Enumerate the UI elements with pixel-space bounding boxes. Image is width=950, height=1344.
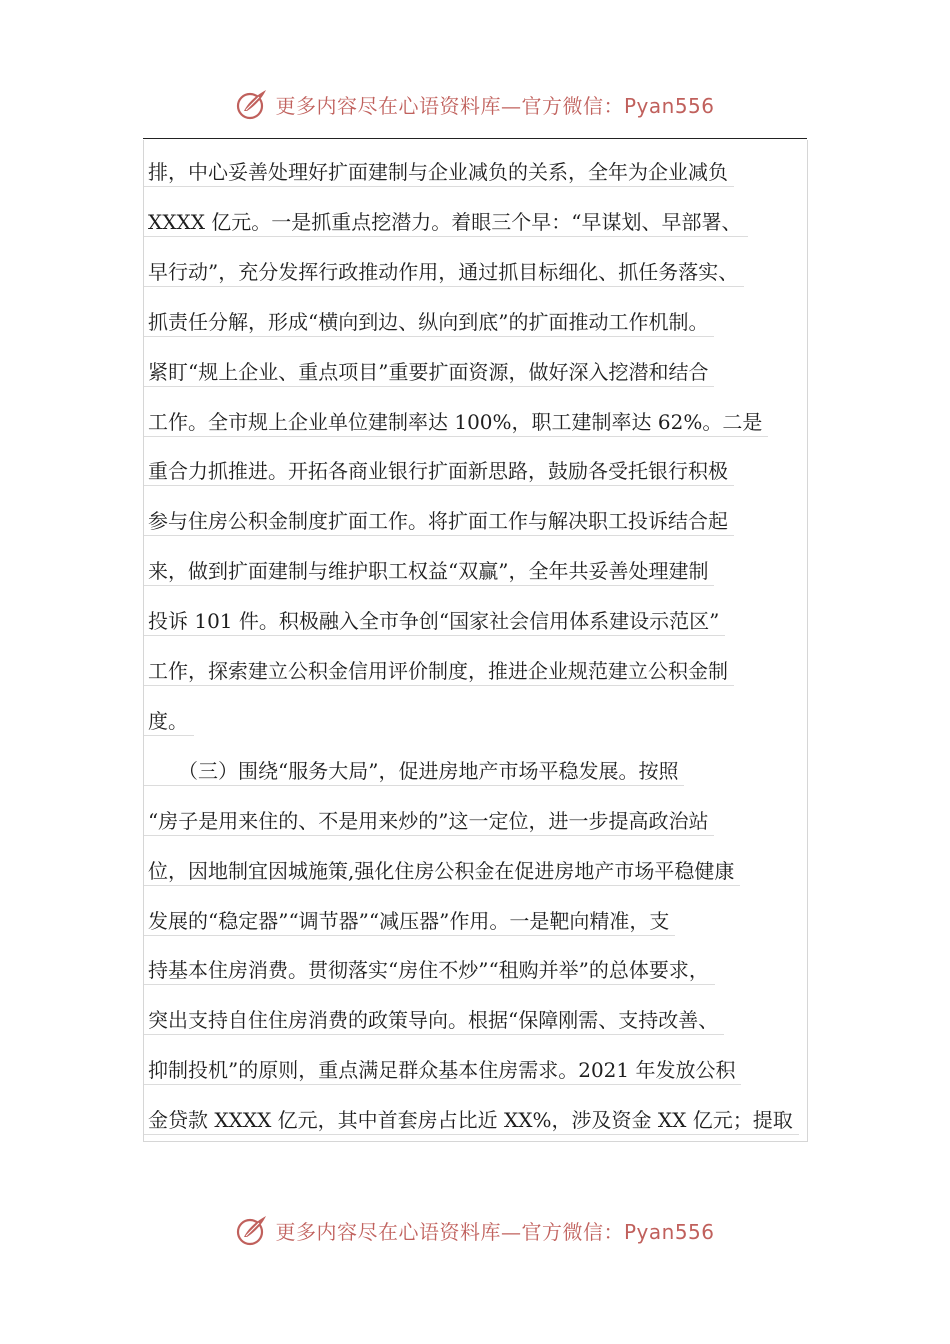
header-rule: [143, 138, 807, 139]
header-banner-handle: Pyan556: [623, 93, 715, 118]
text-line: 抓责任分解，形成“横向到边、纵向到底”的扩面推动工作机制。: [144, 308, 714, 337]
text-line: 工作，探索建立公积金信用评价制度，推进企业规范建立公积金制: [144, 657, 734, 686]
text-line: “房子是用来住的、不是用来炒的”这一定位，进一步提高政治站: [144, 807, 714, 836]
text-line: XXXX 亿元。一是抓重点挖潜力。着眼三个早：“早谋划、早部署、: [144, 208, 748, 237]
footer-banner-handle: Pyan556: [623, 1219, 715, 1244]
text-line: 持基本住房消费。贯彻落实“房住不炒”“租购并举”的总体要求，: [144, 956, 715, 985]
text-line: 发展的“稳定器”“调节器”“减压器”作用。一是靶向精准，支: [144, 907, 675, 936]
text-line: 排，中心妥善处理好扩面建制与企业减负的关系，全年为企业减负: [144, 158, 734, 187]
text-line: 来，做到扩面建制与维护职工权益“双赢”，全年共妥善处理建制: [144, 557, 714, 586]
footer-banner: [0, 1210, 950, 1250]
quill-pen-circle-icon: [235, 1213, 269, 1247]
footer-banner-text: [275, 1216, 714, 1245]
text-line: 投诉 101 件。积极融入全市争创“国家社会信用体系建设示范区”: [144, 607, 725, 636]
quill-pen-circle-icon: [235, 87, 269, 121]
text-line: 突出支持自住住房消费的政策导向。根据“保障刚需、支持改善、: [144, 1006, 724, 1035]
text-line: 早行动”，充分发挥行政推动作用，通过抓目标细化、抓任务落实、: [144, 258, 744, 287]
header-banner-prefix: 更多内容尽在心语资料库—官方微信：: [275, 93, 624, 118]
text-line: 抑制投机”的原则，重点满足群众基本住房需求。2021 年发放公积: [144, 1056, 741, 1085]
text-line: 度。: [144, 707, 194, 736]
header-banner-text: [275, 90, 714, 119]
text-line: 参与住房公积金制度扩面工作。将扩面工作与解决职工投诉结合起: [144, 507, 734, 536]
text-line: 工作。全市规上企业单位建制率达 100%，职工建制率达 62%。二是: [144, 408, 768, 437]
text-line: 位，因地制宜因城施策,强化住房公积金在促进房地产市场平稳健康: [144, 857, 740, 886]
text-line: 重合力抓推进。开拓各商业银行扩面新思路，鼓励各受托银行积极: [144, 457, 734, 486]
footer-banner-content: [235, 1213, 714, 1247]
text-line: 金贷款 XXXX 亿元，其中首套房占比近 XX%，涉及资金 XX 亿元；提取: [144, 1106, 799, 1135]
header-banner: [0, 84, 950, 124]
document-body: [143, 140, 808, 1142]
text-line: 紧盯“规上企业、重点项目”重要扩面资源，做好深入挖潜和结合: [144, 358, 714, 387]
header-banner-content: [235, 87, 714, 121]
footer-banner-prefix: 更多内容尽在心语资料库—官方微信：: [275, 1219, 624, 1244]
text-line: （三）围绕“服务大局”，促进房地产市场平稳发展。按照: [144, 757, 684, 786]
